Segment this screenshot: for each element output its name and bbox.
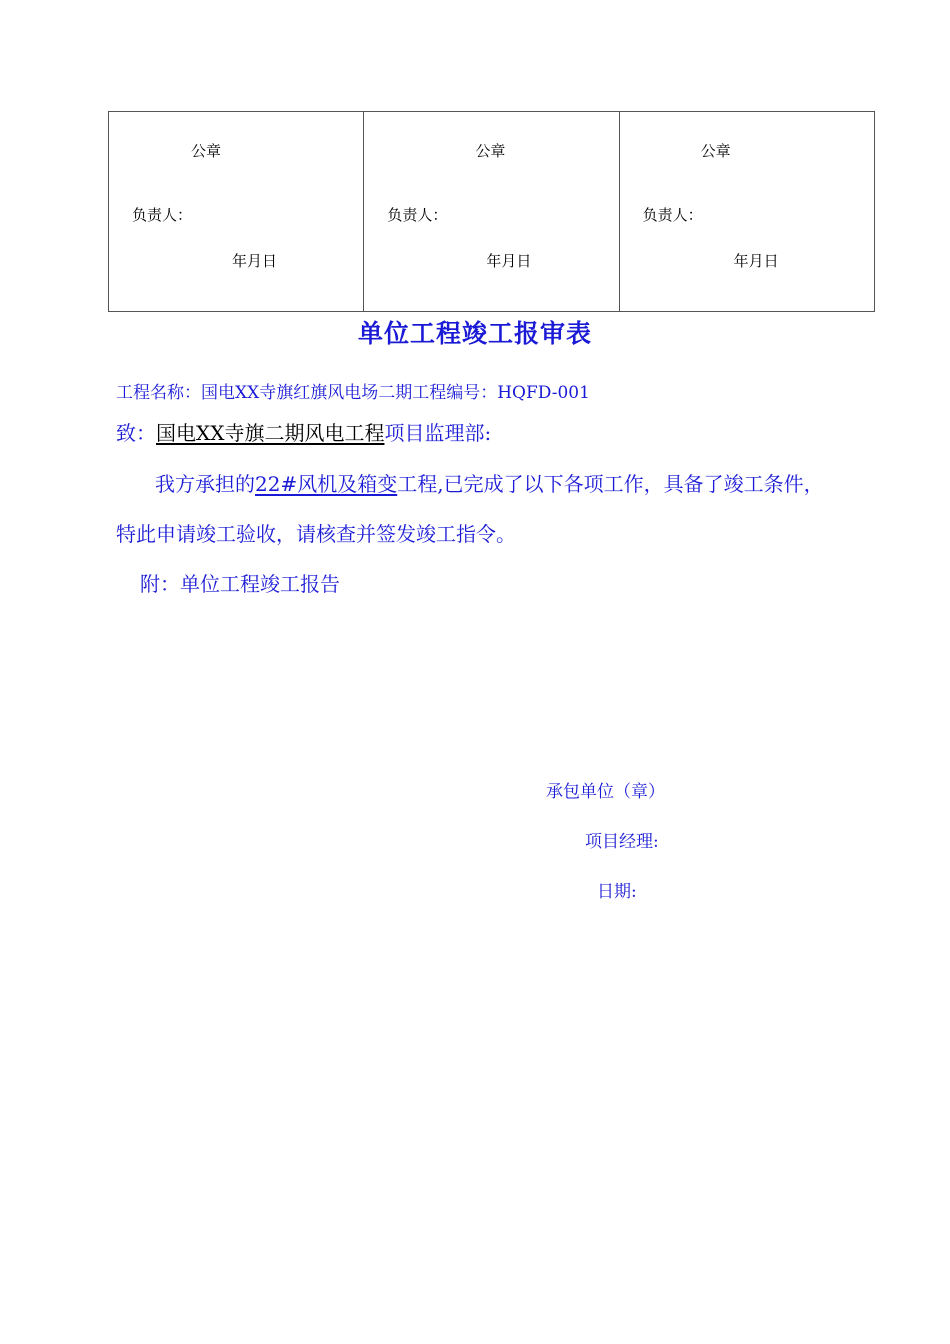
date-line: 日期: bbox=[597, 882, 637, 902]
date-label: 年月日 bbox=[733, 252, 779, 270]
seal-label: 公章 bbox=[700, 142, 731, 160]
recipient-name: 国电XX寺旗二期风电工程 bbox=[156, 421, 385, 445]
person-label: 负责人： bbox=[387, 206, 448, 224]
attachment-line: 附：单位工程竣工报告 bbox=[140, 572, 340, 596]
body-underlined: 22#风机及箱变 bbox=[255, 472, 398, 496]
signature-table bbox=[108, 111, 875, 312]
body-line-2: 特此申请竣工验收，请核查并签发竣工指令。 bbox=[116, 522, 516, 546]
signature-cell-1 bbox=[109, 112, 363, 311]
recipient-line bbox=[116, 417, 491, 446]
manager-label: 项目经理: bbox=[585, 832, 659, 852]
contractor-label: 承包单位（章） bbox=[546, 782, 665, 802]
date-label: 年月日 bbox=[232, 252, 278, 270]
date-label: 年月日 bbox=[486, 252, 532, 270]
person-label: 负责人： bbox=[132, 206, 193, 224]
seal-label: 公章 bbox=[475, 142, 506, 160]
person-label: 负责人： bbox=[642, 206, 703, 224]
signature-cell-2 bbox=[363, 112, 618, 311]
recipient-suffix: 项目监理部: bbox=[384, 421, 492, 445]
recipient-prefix: 致： bbox=[116, 421, 156, 445]
body-line-1 bbox=[155, 468, 824, 497]
project-line: 工程名称：国电XX寺旗红旗风电场二期工程编号：HQFD-001 bbox=[116, 383, 590, 403]
seal-label: 公章 bbox=[191, 142, 222, 160]
body-part-1: 我方承担的 bbox=[155, 472, 255, 496]
signature-cell-3 bbox=[619, 112, 874, 311]
form-title: 单位工程竣工报审表 bbox=[357, 319, 592, 348]
body-part-2: 工程,已完成了以下各项工作，具备了竣工条件， bbox=[397, 472, 824, 496]
